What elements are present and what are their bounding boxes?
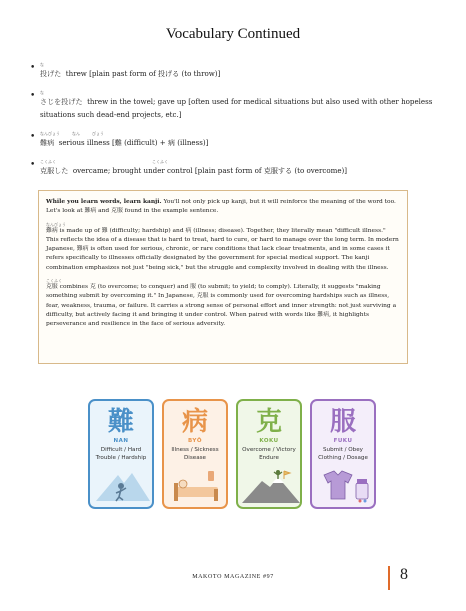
vocab-definition: serious illness [難 (difficult) + 病 (illness)] <box>58 138 209 147</box>
card-meaning: Difficult / Hard Trouble / Hardship <box>95 447 147 461</box>
furigana: • な <box>40 62 44 67</box>
page-title: Vocabulary Continued <box>165 26 301 42</box>
card-meaning: Illness / Sickness Disease <box>171 447 219 461</box>
page-number: 8 <box>400 566 408 583</box>
callout-lead: While you learn words, learn kanji. <box>46 198 162 205</box>
card-romaji: KOKU <box>259 438 279 444</box>
vocab-term: 難病 <box>40 138 55 147</box>
card-romaji: NAN <box>113 438 129 444</box>
card-kanji: 克 <box>255 407 282 437</box>
card-kanji: 病 <box>181 407 208 437</box>
callout-paragraph-nanbyou: 難病 is made up of 難 (difficulty; hardship) and 病 (illness; disease). Together, they literally mean "difficult illness." This reflects the idea of a disease that is hard to treat, hard to cure, or hard to manage over the long term. In modern Japanese, 難病 is often used for serious, chronic, or rare conditions that lack clear treatments, and in some cases it refers specifically to illnesses officially designated by the government for special medical support. The kanji combination emphasizes not just "being sick," but the struggle and complexity involved in dealing with the illness. <box>46 227 399 271</box>
sick-in-bed-icon <box>168 469 226 503</box>
furigana: なんびょう <box>46 221 66 227</box>
vocab-term: さじを投げた <box>40 97 83 106</box>
vocab-definition: threw [plain past form of 投げる (to throw)] <box>65 69 221 78</box>
card-meaning: Overcome / Victory Endure <box>242 447 296 461</box>
vocab-definition: overcame; brought under control [plain past form of 克服する (to overcome)] <box>72 166 348 175</box>
vocab-definition: threw in the towel; gave up [often used for medical situations but also used with other hopeless situations such dead-end projects, etc.] <box>40 97 433 119</box>
kanji-card-nan <box>88 399 154 509</box>
vocab-item <box>30 90 450 121</box>
vocab-item <box>30 131 450 149</box>
vocab-list <box>30 62 450 187</box>
card-meaning: Submit / Obey Clothing / Dosage <box>318 447 368 461</box>
page-number-divider <box>388 566 390 590</box>
kanji-card-koku <box>236 399 302 509</box>
magazine-footer: MAKOTO MAGAZINE #97 <box>192 574 274 580</box>
callout-intro <box>46 197 400 217</box>
card-romaji: BYŌ <box>187 438 203 444</box>
furigana: • なんびょう なん びょう <box>40 131 104 136</box>
vocab-item <box>30 62 450 80</box>
kanji-card-fuku <box>310 399 376 509</box>
furigana: こくふく <box>46 278 62 284</box>
card-romaji: FUKU <box>333 438 353 444</box>
struggling-person-icon <box>94 469 152 503</box>
kanji-callout-box <box>38 190 408 364</box>
kanji-card-row <box>88 399 378 509</box>
furigana: • な <box>40 90 44 95</box>
vocab-term: 投げた <box>40 69 62 78</box>
card-kanji: 難 <box>107 407 134 437</box>
callout-paragraph-kokufuku: 克服 combines 克 (to overcome; to conquer) and 服 (to submit; to yield; to comply). Literally, it suggests "making something submit by overcoming it." In Japanese, 克服 is commonly used for overcoming hardships such as illness, fear, weakness, trauma, or failure. It carries a strong sense of personal effort and inner strength: not just surviving a difficulty, but actively facing it and bringing it under control. When paired with words like 難病, it highlights perseverance and resilience in the face of serious adversity. <box>46 284 397 328</box>
summit-climber-icon <box>242 469 300 503</box>
card-kanji: 服 <box>329 407 356 437</box>
callout-lead-rest: You'll not only pick up kanji, but it will reinforce the meaning of the word too. Let's look at 難病 and 克服 found in the example sentence. <box>46 199 396 215</box>
clothing-and-medicine-icon <box>316 469 374 503</box>
vocab-term: 克服した <box>40 166 69 175</box>
furigana: • こくふく こくふく <box>40 159 168 164</box>
kanji-card-byou <box>162 399 228 509</box>
vocab-item <box>30 159 450 177</box>
